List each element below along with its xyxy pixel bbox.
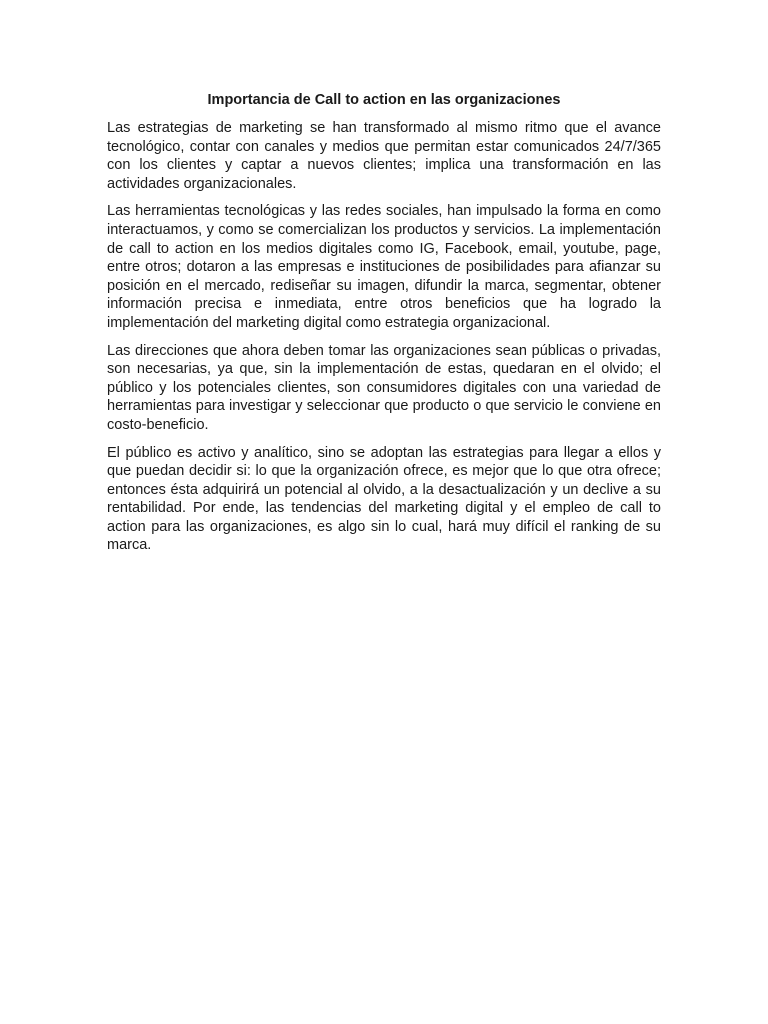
document-title: Importancia de Call to action en las organizaciones: [207, 92, 561, 108]
paragraph-3: Las direcciones que ahora deben tomar las organizaciones sean públicas o privadas, son necesarias, ya que, sin la implementación de estas, quedaran en el olvido; el público y los potenciales clientes, son consumidores digitales con una variedad de herramientas para investigar y seleccionar que producto o que servicio le conviene en costo-beneficio.: [107, 342, 661, 433]
paragraph-1: Las estrategias de marketing se han transformado al mismo ritmo que el avance tecnológico, contar con canales y medios que permitan estar comunicados 24/7/365 con los clientes y captar a nuevos clientes; implica una transformación en las actividades organizacionales.: [107, 120, 661, 192]
paragraph-2: Las herramientas tecnológicas y las redes sociales, han impulsado la forma en como interactuamos, y como se comercializan los productos y servicios. La implementación de call to action en los medios digitales como IG, Facebook, email, youtube, page, entre otros; dotaron a las empresas e instituciones de posibilidades para afianzar su posición en el mercado, rediseñar su imagen, difundir la marca, segmentar, obtener información precisa e inmediata, entre otros beneficios que ha logrado la implementación del marketing digital como estrategia organizacional.: [107, 203, 661, 331]
paragraph-4: El público es activo y analítico, sino se adoptan las estrategias para llegar a ellos y que puedan decidir si: lo que la organización ofrece, es mejor que lo que otra ofrece; entonces ésta adquirirá un potencial al olvido, a la desactualización y un declive a su rentabilidad. Por ende, las tendencias del marketing digital y el empleo de call to action para las organizaciones, es algo sin lo cual, hará muy difícil el ranking de su marca.: [107, 444, 661, 554]
document-page: [107, 90, 661, 564]
